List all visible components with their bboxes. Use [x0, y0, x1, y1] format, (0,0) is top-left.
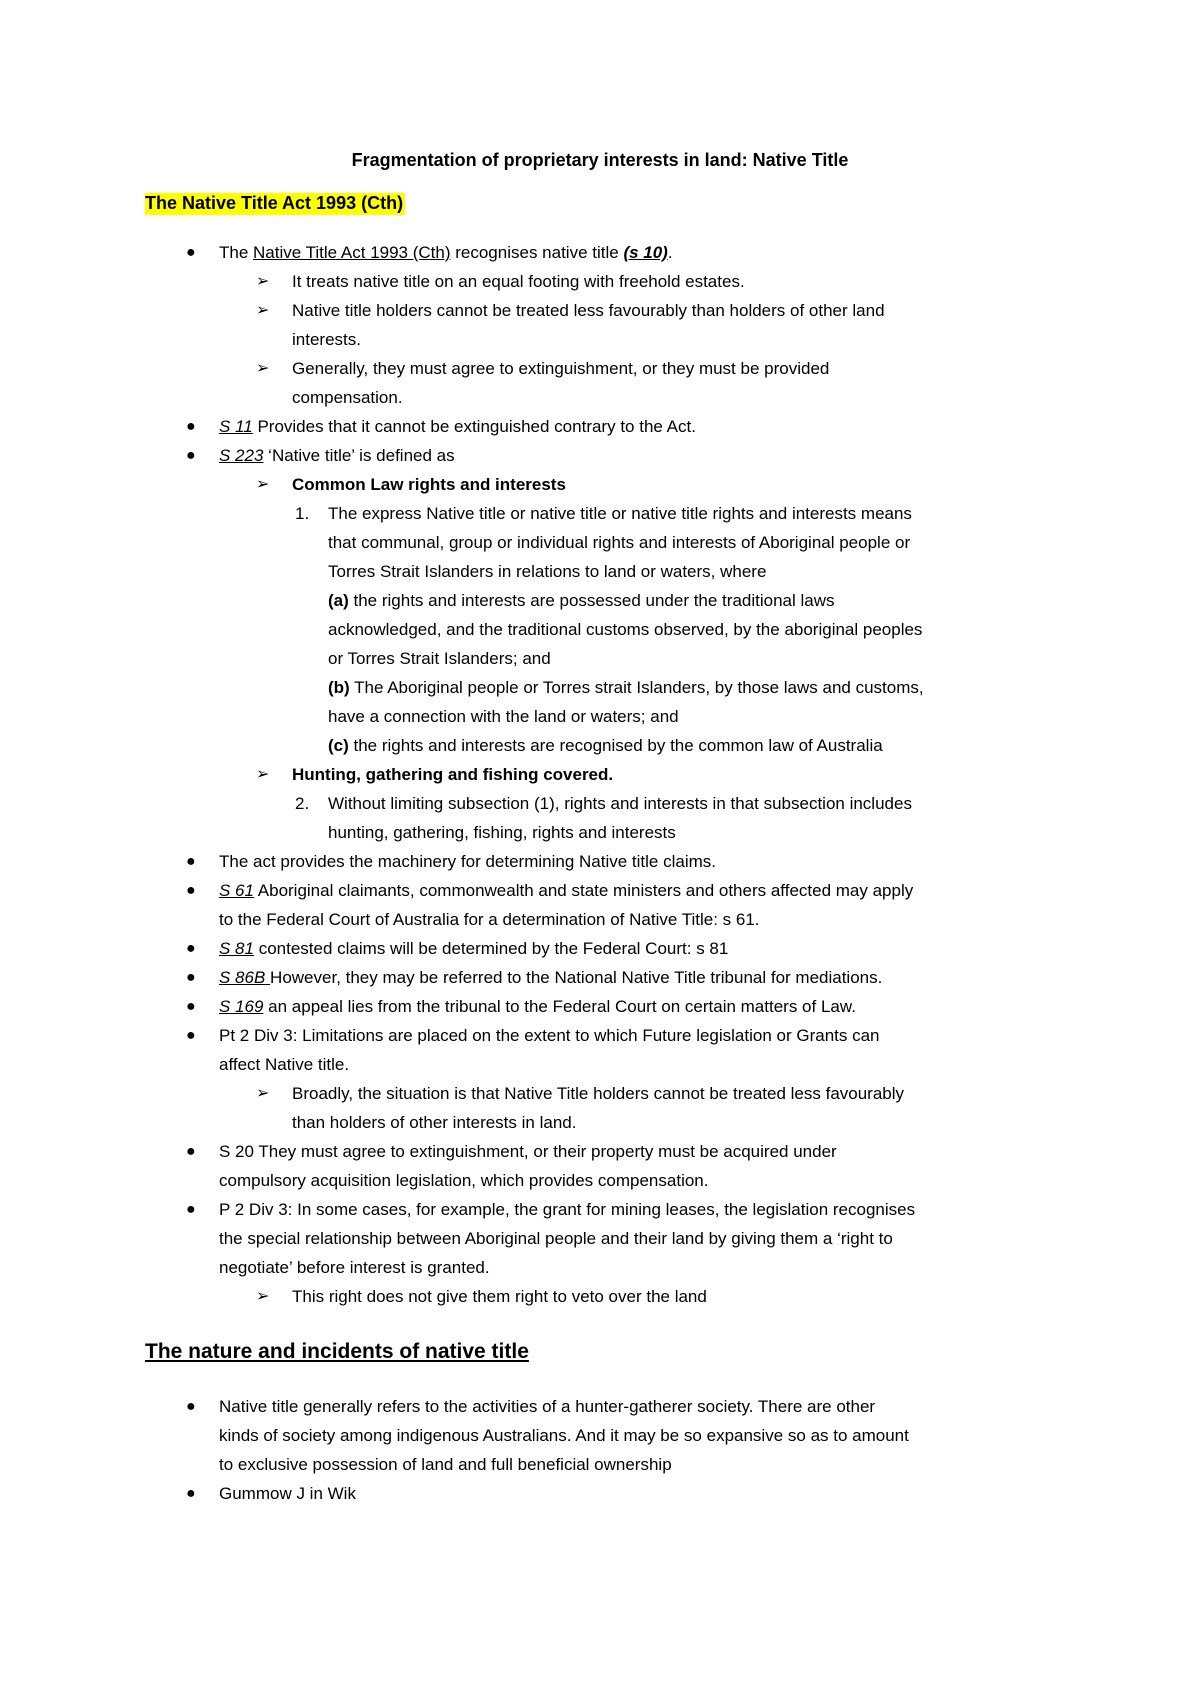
- section-reference: S 86B: [219, 968, 271, 987]
- arrow-bullet-icon: ➢: [256, 273, 270, 290]
- bullet-text-cont: compulsory acquisition legislation, which provides compensation.: [219, 1171, 709, 1190]
- arrow-bullet-icon: ➢: [256, 360, 270, 377]
- act-reference: Native Title Act 1993 (Cth): [253, 243, 451, 262]
- bullet-icon: ●: [186, 853, 196, 870]
- bullet-text: S 86B However, they may be referred to the National Native Title tribunal for mediations.: [219, 968, 883, 987]
- arrow-bullet-icon: ➢: [256, 1288, 270, 1305]
- sub-bullet-text: interests.: [292, 330, 361, 349]
- list-number: 1.: [295, 504, 310, 523]
- sub-bullet-text: compensation.: [292, 388, 403, 407]
- arrow-bullet-icon: ➢: [256, 476, 270, 493]
- paragraph-a: (a) the rights and interests are possessed under the traditional laws: [328, 591, 835, 610]
- paragraph-a-text: acknowledged, and the traditional customs observed, by the aboriginal peoples: [328, 620, 923, 639]
- bullet-text: Gummow J in Wik: [219, 1484, 356, 1503]
- bullet-text: S 20 They must agree to extinguishment, or their property must be acquired under: [219, 1142, 837, 1161]
- paragraph-c: (c) the rights and interests are recognised by the common law of Australia: [328, 736, 883, 755]
- section-reference: S 81: [219, 939, 254, 958]
- sub-bullet-text: than holders of other interests in land.: [292, 1113, 577, 1132]
- bullet-text: S 169 an appeal lies from the tribunal to the Federal Court on certain matters of Law.: [219, 997, 856, 1016]
- section-reference: S 61: [219, 881, 254, 900]
- bullet-text-cont: kinds of society among indigenous Australians. And it may be so expansive so as to amount: [219, 1426, 909, 1445]
- bullet-text: The act provides the machinery for determining Native title claims.: [219, 852, 716, 871]
- bullet-text-cont: the special relationship between Aboriginal people and their land by giving them a ‘right to: [219, 1229, 893, 1248]
- sub-bullet-text: Broadly, the situation is that Native Title holders cannot be treated less favourably: [292, 1084, 905, 1103]
- numbered-item-text: hunting, gathering, fishing, rights and interests: [328, 823, 676, 842]
- document-title: Fragmentation of proprietary interests in land: Native Title: [351, 150, 849, 170]
- bullet-icon: ●: [186, 244, 196, 261]
- bullet-text: S 11 Provides that it cannot be extinguished contrary to the Act.: [219, 417, 696, 436]
- bullet-text: P 2 Div 3: In some cases, for example, the grant for mining leases, the legislation recognises: [219, 1200, 916, 1219]
- arrow-bullet-icon: ➢: [256, 302, 270, 319]
- section-reference: S 223: [219, 446, 264, 465]
- bullet-icon: ●: [186, 940, 196, 957]
- bullet-text: S 61 Aboriginal claimants, commonwealth and state ministers and others affected may apply: [219, 881, 914, 900]
- paragraph-b: (b) The Aboriginal people or Torres strait Islanders, by those laws and customs,: [328, 678, 924, 697]
- bullet-icon: ●: [186, 418, 196, 435]
- bullet-icon: ●: [186, 1485, 196, 1502]
- bullet-icon: ●: [186, 447, 196, 464]
- bullet-icon: ●: [186, 1398, 196, 1415]
- bullet-text-cont: to exclusive possession of land and full beneficial ownership: [219, 1455, 672, 1474]
- numbered-item-text: The express Native title or native title or native title rights and interests means: [328, 504, 912, 523]
- bullet-text: S 81 contested claims will be determined by the Federal Court: s 81: [219, 939, 729, 958]
- paragraph-a-text: or Torres Strait Islanders; and: [328, 649, 551, 668]
- bullet-icon: ●: [186, 1027, 196, 1044]
- subheading-common-law: Common Law rights and interests: [292, 475, 566, 494]
- bullet-text: Native title generally refers to the activities of a hunter-gatherer society. There are other: [219, 1397, 876, 1416]
- subheading-hunting: Hunting, gathering and fishing covered.: [292, 765, 614, 784]
- section-reference: S 11: [219, 417, 253, 436]
- sub-bullet-text: Generally, they must agree to extinguishment, or they must be provided: [292, 359, 830, 378]
- bullet-icon: ●: [186, 882, 196, 899]
- sub-bullet-text: It treats native title on an equal footing with freehold estates.: [292, 272, 745, 291]
- bullet-text-cont: to the Federal Court of Australia for a determination of Native Title: s 61.: [219, 910, 760, 929]
- bullet-icon: ●: [186, 998, 196, 1015]
- section-heading-native-title-act: The Native Title Act 1993 (Cth): [145, 193, 404, 213]
- section-reference: S 169: [219, 997, 264, 1016]
- bullet-text-cont: affect Native title.: [219, 1055, 350, 1074]
- numbered-item-text: Without limiting subsection (1), rights and interests in that subsection includes: [328, 794, 912, 813]
- section-reference: (s 10): [623, 243, 668, 262]
- bullet-text: S 223 ‘Native title’ is defined as: [219, 446, 455, 465]
- section-heading-nature-incidents: The nature and incidents of native title: [145, 1340, 529, 1363]
- bullet-icon: ●: [186, 969, 196, 986]
- bullet-text: The Native Title Act 1993 (Cth) recognises native title (s 10).: [219, 243, 673, 262]
- bullet-text: Pt 2 Div 3: Limitations are placed on the extent to which Future legislation or Grants can: [219, 1026, 880, 1045]
- numbered-item-text: that communal, group or individual rights and interests of Aboriginal people or: [328, 533, 911, 552]
- list-number: 2.: [295, 794, 310, 813]
- sub-bullet-text: This right does not give them right to veto over the land: [292, 1287, 707, 1306]
- bullet-text-cont: negotiate’ before interest is granted.: [219, 1258, 490, 1277]
- arrow-bullet-icon: ➢: [256, 1085, 270, 1102]
- bullet-icon: ●: [186, 1143, 196, 1160]
- bullet-icon: ●: [186, 1201, 196, 1218]
- numbered-item-text: Torres Strait Islanders in relations to land or waters, where: [328, 562, 767, 581]
- paragraph-b-text: have a connection with the land or waters; and: [328, 707, 679, 726]
- arrow-bullet-icon: ➢: [256, 766, 270, 783]
- sub-bullet-text: Native title holders cannot be treated less favourably than holders of other land: [292, 301, 885, 320]
